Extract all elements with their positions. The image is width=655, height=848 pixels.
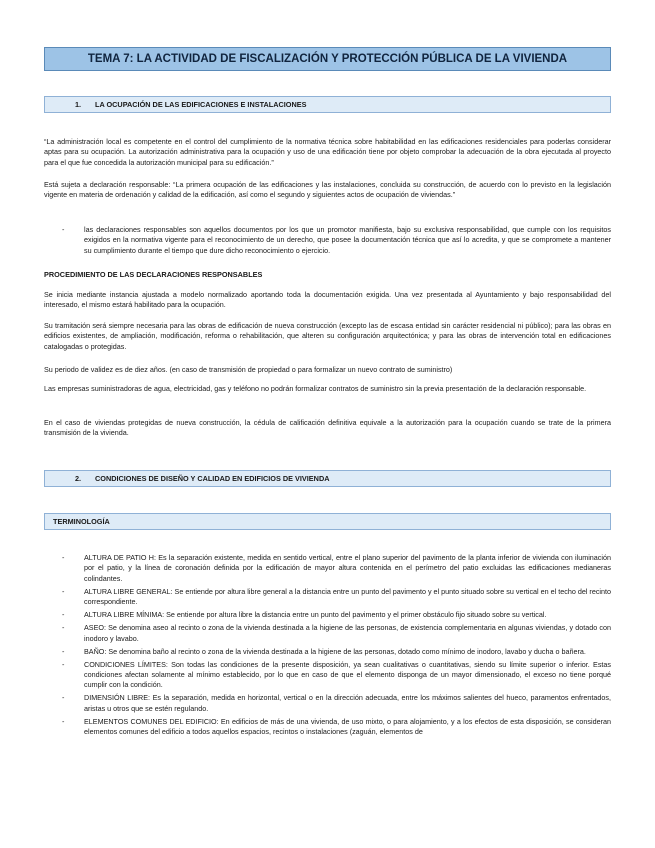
list-item	[62, 717, 611, 738]
section-2-title: CONDICIONES DE DISEÑO Y CALIDAD EN EDIFICIOS DE VIVIENDA	[95, 474, 330, 483]
bullet-dash: -	[62, 693, 65, 703]
list-item	[62, 693, 611, 714]
terminology-list	[62, 553, 611, 740]
bullet-dash: -	[62, 646, 65, 656]
list-item	[62, 623, 611, 644]
bullet-dash: -	[62, 623, 65, 633]
declaration-bullet-list	[62, 225, 611, 259]
term-definition: BAÑO: Se denomina baño al recinto o zona de la vivienda destinada a la higiene de las personas, dotado como mínimo de inodoro, lavabo y ducha o bañera.	[84, 646, 586, 656]
section-1-paragraph-4: Su tramitación será siempre necesaria para las obras de edificación de nueva construcción (excepto las de escasa entidad sin carácter residencial ni público); para las obras en edificios existentes, de ampliación, modificación, reforma o rehabilitación, que alteren su configuración arquitectónica; y para las obras de intervención total en edificaciones catalogadas o protegidas.	[44, 321, 611, 351]
section-1-number: 1.	[75, 100, 82, 109]
section-2-heading	[44, 470, 611, 487]
bullet-dash: -	[62, 716, 65, 726]
section-1-paragraph-1: “La administración local es competente en el control del cumplimiento de la normativa técnica sobre habitabilidad en las edificaciones residenciales para poderlas considerar aptas para su ocupación. La autorización administrativa para la ocupación y uso de una edificación tiene por objeto comprobar la adecuación de la obra ejecutada al proyecto para el que fue concedida la autorización municipal para su edificación.”	[44, 137, 611, 167]
list-item	[62, 647, 611, 657]
term-definition: ALTURA DE PATIO H: Es la separación existente, medida en sentido vertical, entre el plano superior del pavimento de la planta inferior de vivienda con iluminación por el patio, y la línea de coronación definida por la edificación de mayor altura contenida en el perímetro del patio excluidas las edificaciones medianeras colindantes.	[84, 553, 611, 583]
document-title: TEMA 7: LA ACTIVIDAD DE FISCALIZACIÓN Y PROTECCIÓN PÚBLICA DE LA VIVIENDA	[44, 47, 611, 71]
term-definition: ELEMENTOS COMUNES DEL EDIFICIO: En edificios de más de una vivienda, de uso mixto, o para alojamiento, y a los efectos de esta disposición, se consideran elementos comunes del edificio a todos aquellos espacios, recintos o instalaciones (zaguán, elementos de	[84, 716, 611, 737]
terminology-title: TERMINOLOGÍA	[53, 517, 110, 526]
bullet-text: las declaraciones responsables son aquellos documentos por los que un promotor manifiesta, bajo su exclusiva responsabilidad, que cumple con los requisitos exigidos en la normativa vigente para el reconocimiento de un derecho, que posee la documentación técnica que así lo acredita, y que se compromete a mantener su cumplimiento durante el tiempo que dure dicho reconocimiento o ejercicio.	[84, 225, 611, 255]
term-definition: DIMENSIÓN LIBRE: Es la separación, medida en horizontal, vertical o en la dirección adecuada, entre los máximos salientes del hueco, paramentos enfrentados, aristas u otros que se estén regulando.	[84, 693, 611, 713]
bullet-dash: -	[62, 553, 65, 562]
section-2-number: 2.	[75, 474, 82, 483]
section-1-paragraph-3: Se inicia mediante instancia ajustada a modelo normalizado aportando toda la documentación exigida. Una vez presentada al Ayuntamiento y bajo responsabilidad del interesado, el mismo estará habilitado para la ocupación.	[44, 290, 611, 310]
term-definition: ALTURA LIBRE GENERAL: Se entiende por altura libre general a la distancia entre un punto del pavimento y el punto situado sobre su vertical en el techo del recinto correspondiente.	[84, 586, 611, 607]
bullet-dash: -	[62, 225, 65, 234]
section-1-paragraph-2: Está sujeta a declaración responsable: “La primera ocupación de las edificaciones y las instalaciones, concluida su construcción, de acuerdo con lo previsto en la legislación vigente en materia de ordenación y calidad de la edificación, así como el segundo y siguientes actos de ocupación de viviendas.”	[44, 180, 611, 200]
bullet-dash: -	[62, 610, 65, 620]
list-item	[62, 610, 611, 620]
term-definition: CONDICIONES LÍMITES: Son todas las condiciones de la presente disposición, ya sean cualitativas o cuantitativas, siendo su límite superior o inferior. Estas condiciones afectan solamente al mínimo establecido, por lo que en caso de que el elemento disponga de un mayor dimensionado, el exceso no tiene porqué cumplir con la condición.	[84, 659, 611, 690]
bullet-dash: -	[62, 659, 65, 669]
term-definition: ASEO: Se denomina aseo al recinto o zona de la vivienda destinada a la higiene de las personas, de existencia complementaria en algunas viviendas, y dotado con inodoro y lavabo.	[84, 623, 611, 643]
terminology-heading	[44, 513, 611, 530]
section-1-paragraph-5: Su periodo de validez es de diez años. (en caso de transmisión de propiedad o para formalizar un nuevo contrato de suministro)	[44, 365, 453, 374]
list-item	[62, 553, 611, 584]
section-1-title: LA OCUPACIÓN DE LAS EDIFICACIONES E INSTALACIONES	[95, 100, 307, 109]
term-definition: ALTURA LIBRE MÍNIMA: Se entiende por altura libre la distancia entre un punto del pavimento y el primer obstáculo fijo situado sobre su vertical.	[84, 610, 547, 620]
list-item	[62, 225, 611, 256]
section-1-heading	[44, 96, 611, 113]
list-item	[62, 660, 611, 691]
section-1-paragraph-7: En el caso de viviendas protegidas de nueva construcción, la cédula de calificación definitiva equivale a la autorización para la ocupación cuando se trate de la primera transmisión de la vivienda.	[44, 418, 611, 438]
bullet-dash: -	[62, 586, 65, 596]
list-item	[62, 587, 611, 608]
section-1-paragraph-6: Las empresas suministradoras de agua, electricidad, gas y teléfono no podrán formalizar contratos de suministro sin la previa presentación de la declaración responsable.	[44, 384, 587, 393]
procedure-subheading: PROCEDIMIENTO DE LAS DECLARACIONES RESPONSABLES	[44, 270, 263, 279]
